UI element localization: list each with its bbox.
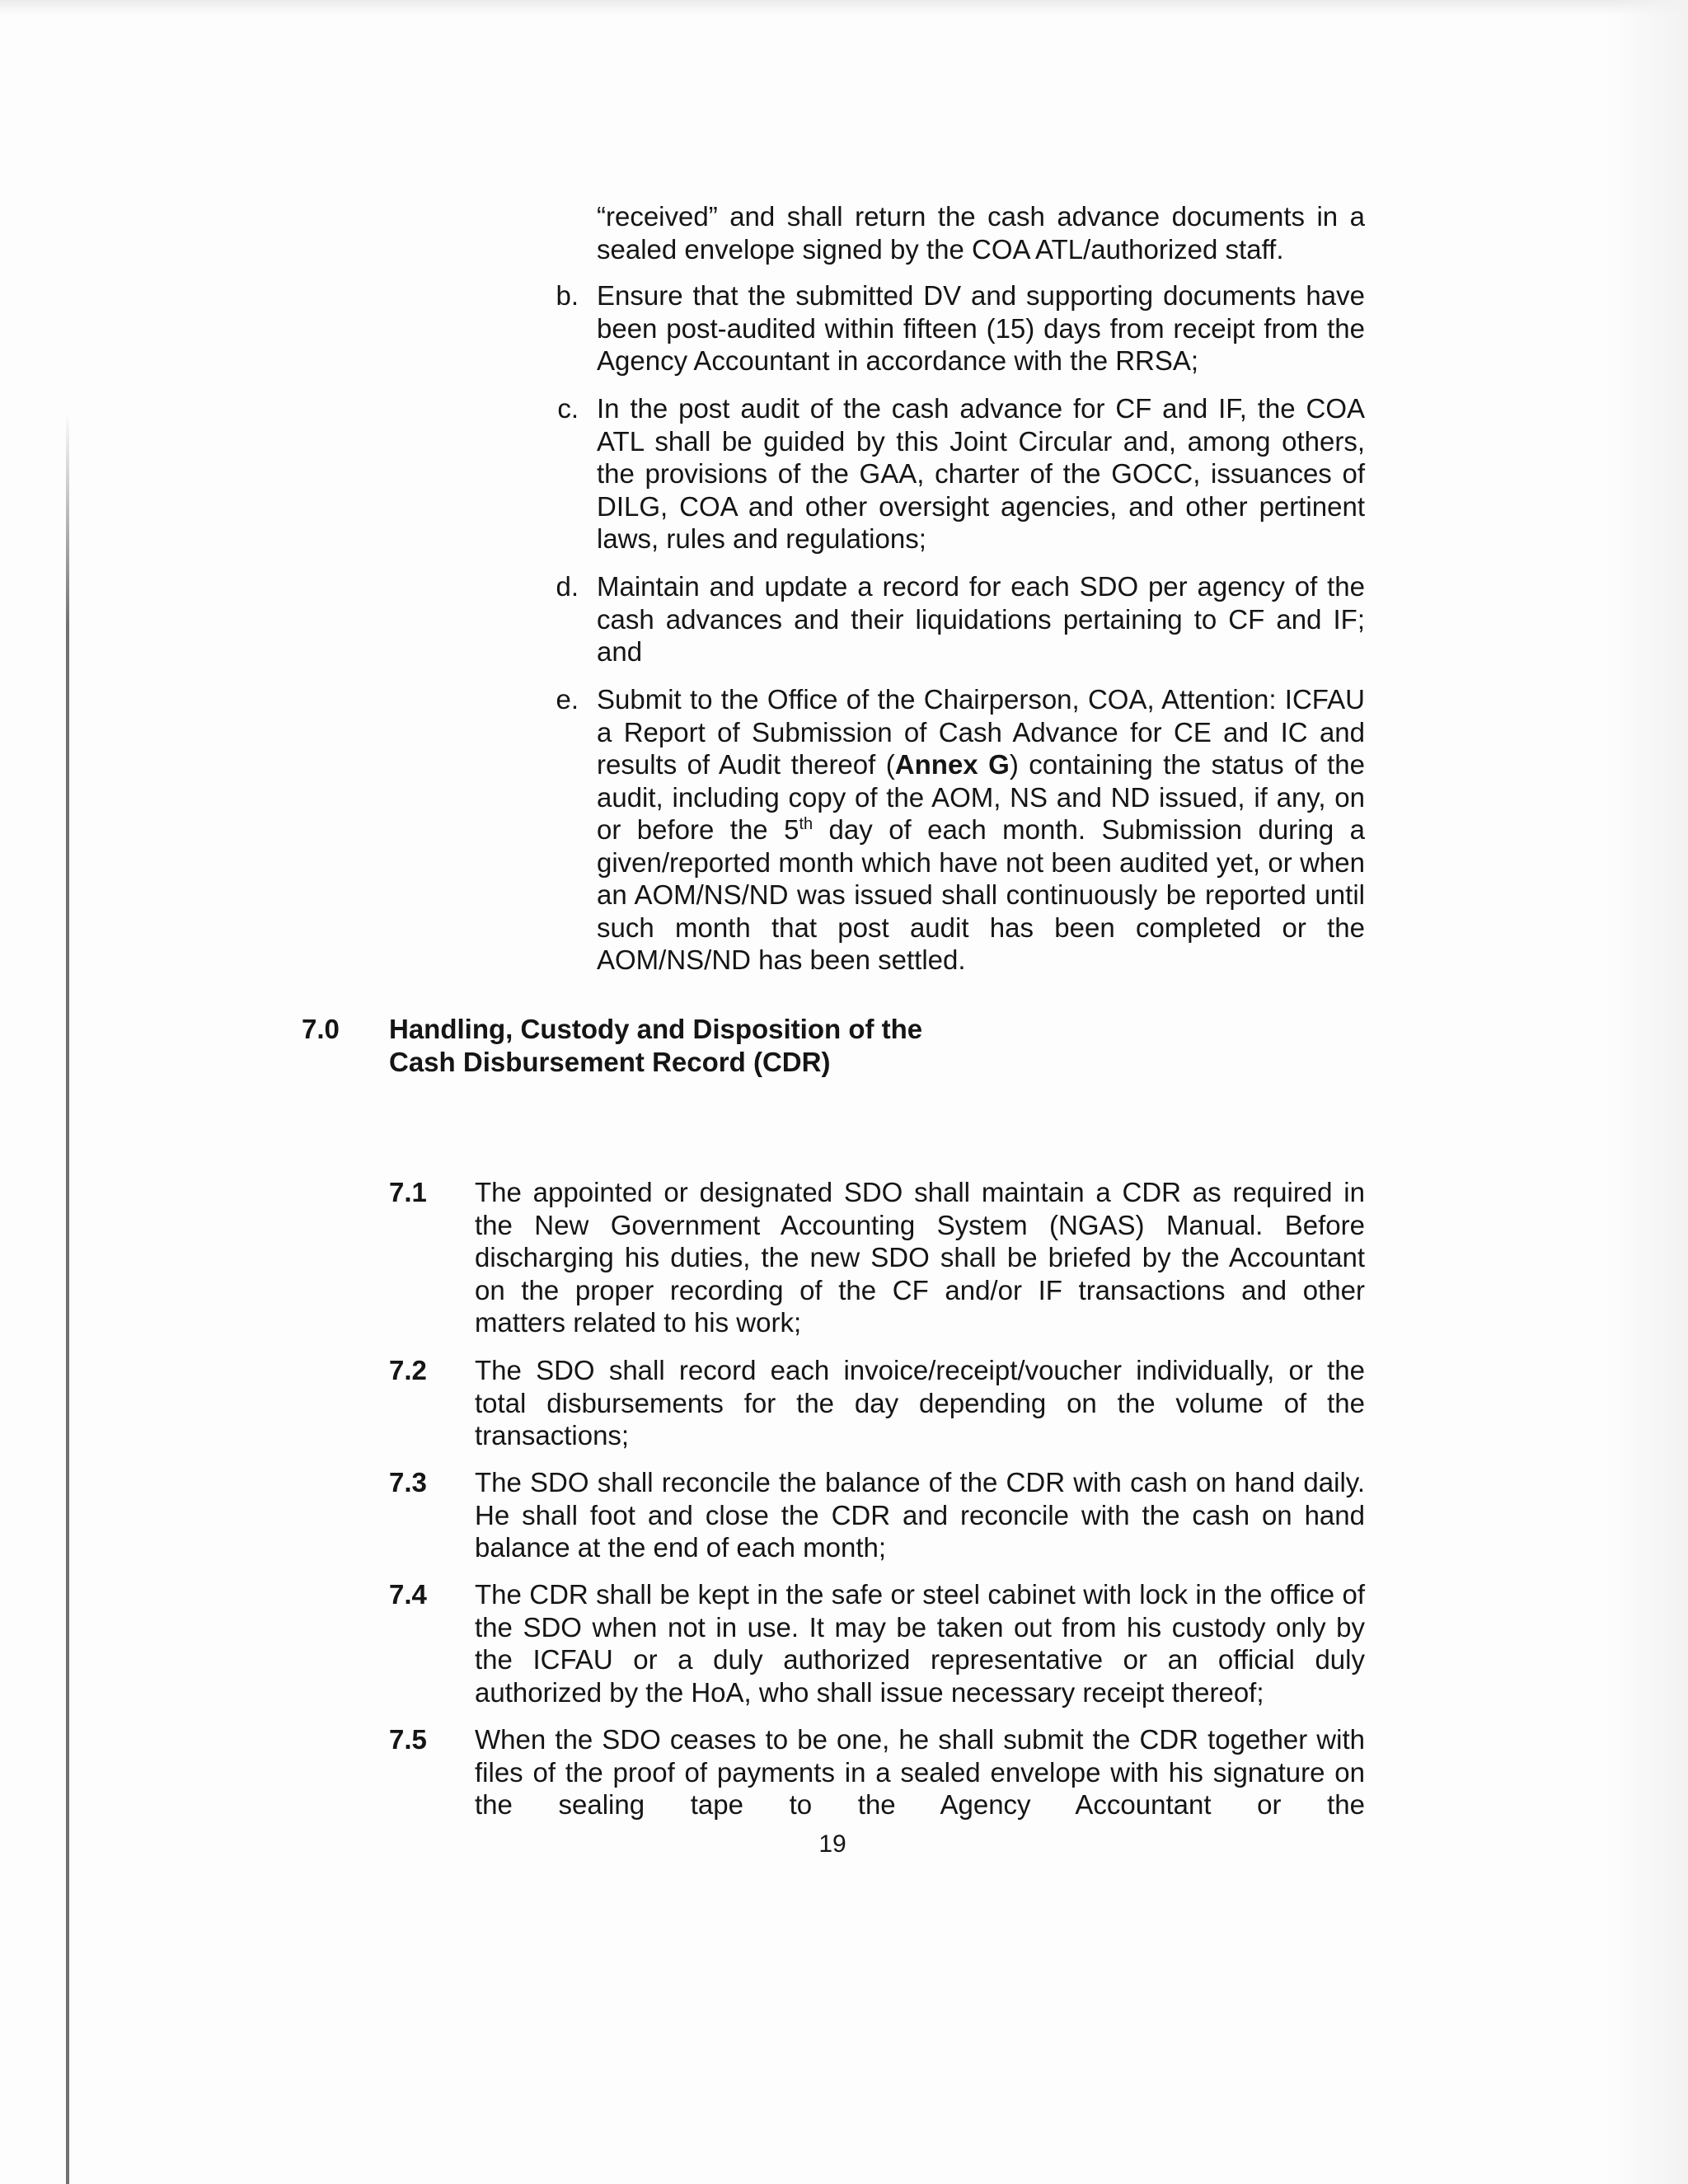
list-letter-b: b. [556, 280, 579, 311]
list-item-e-text-a: Submit to the Office of the Chairperson, COA, Attention: ICFAU a Report of Submission of Cash Advance for CE and IC and results of Audit thereof ( [597, 684, 1365, 780]
annex-g-reference: Annex G [894, 749, 1010, 780]
page-number: 19 [818, 1830, 846, 1858]
list-letter-c: c. [557, 393, 579, 424]
list-letter-d: d. [556, 571, 579, 602]
list-item-c: In the post audit of the cash advance for CF and IF, the COA ATL shall be guided by this Joint Circular and, among others, the provisions of the GAA, charter of the GOCC, issuances of DILG, COA and other oversight agencies, and other pertinent laws, rules and regulations; [597, 393, 1365, 554]
subsection-number-7-4: 7.4 [389, 1579, 427, 1610]
subsection-7-3: The SDO shall reconcile the balance of the CDR with cash on hand daily. He shall foot and close the CDR and reconcile with the cash on hand balance at the end of each month; [475, 1467, 1365, 1563]
list-item-d: Maintain and update a record for each SDO per agency of the cash advances and their liquidations pertaining to CF and IF; and [597, 571, 1365, 667]
subsection-number-7-2: 7.2 [389, 1355, 427, 1385]
subsection-7-4: The CDR shall be kept in the safe or steel cabinet with lock in the office of the SDO when not in use. It may be taken out from his custody only by the ICFAU or a duly authorized representative or an official duly authorized by the HoA, who shall issue necessary receipt thereof; [475, 1579, 1365, 1708]
subsection-number-7-5: 7.5 [389, 1724, 427, 1755]
ordinal-superscript: th [799, 815, 814, 833]
section-title-line2: Cash Disbursement Record (CDR) [389, 1046, 831, 1077]
list-item-e-text-c: day of each month. Submission during a given/reported month which have not been audited yet, or when an AOM/NS/ND was issued shall continuously be reported until such month that post audit has been completed or the AOM/NS/ND has been settled. [597, 814, 1365, 975]
list-item-e-text-b: ) containing the status of the audit, including copy of the AOM, NS and ND issued, if any, on or before the 5 [597, 749, 1365, 845]
subsection-number-7-3: 7.3 [389, 1467, 427, 1497]
section-number: 7.0 [302, 1014, 340, 1044]
section-heading [389, 1013, 1131, 1078]
list-item-e [597, 683, 1365, 977]
subsection-number-7-1: 7.1 [389, 1177, 427, 1207]
subsection-7-2: The SDO shall record each invoice/receipt/voucher individually, or the total disbursements for the day depending on the volume of the transactions; [475, 1355, 1365, 1451]
subsection-7-5: When the SDO ceases to be one, he shall submit the CDR together with files of the proof of payments in a sealed envelope with his signature on the sealing tape to the Agency Accountant or the [475, 1724, 1365, 1820]
list-item-b: Ensure that the submitted DV and supporting documents have been post-audited within fifteen (15) days from receipt from the Agency Accountant in accordance with the RRSA; [597, 280, 1365, 376]
continuation-paragraph: “received” and shall return the cash advance documents in a sealed envelope signed by the COA ATL/authorized staff. [597, 201, 1365, 265]
section-title-line1: Handling, Custody and Disposition of the [389, 1014, 923, 1044]
subsection-7-1: The appointed or designated SDO shall maintain a CDR as required in the New Government Accounting System (NGAS) Manual. Before discharging his duties, the new SDO shall be briefed by the Accountant on the proper recording of the CF and/or IF transactions and other matters related to his work; [475, 1177, 1365, 1338]
list-letter-e: e. [556, 684, 579, 715]
